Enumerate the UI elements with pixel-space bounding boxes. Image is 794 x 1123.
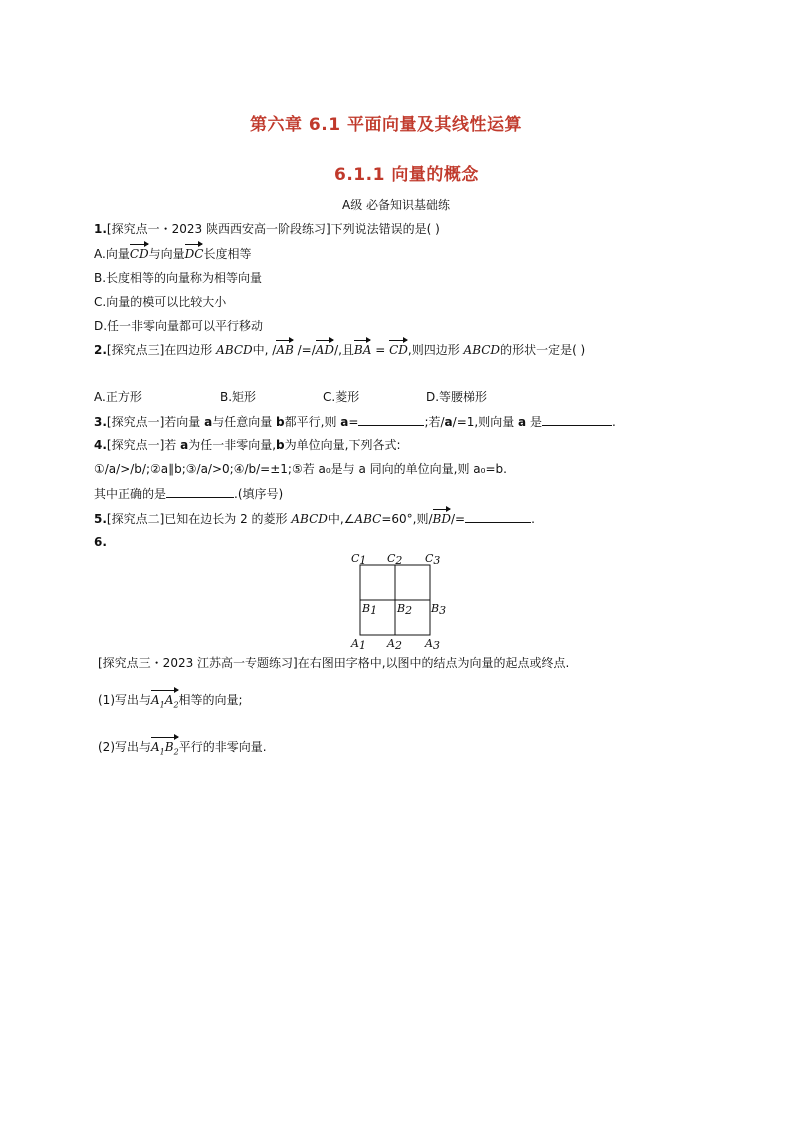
question-text: 中, / [252, 343, 277, 357]
section-title: 6.1.1 向量的概念 [334, 165, 479, 185]
question-2-option-a: A.正方形 [94, 390, 142, 404]
question-text: (1)写出与 [98, 693, 151, 707]
label-a1: A1 [351, 637, 366, 652]
question-text: =60°,则/ [381, 512, 433, 526]
question-text: ,则四边形 [407, 343, 464, 357]
question-1-option-c: C.向量的模可以比较大小 [94, 295, 227, 309]
chapter-title: 第六章 6.1 平面向量及其线性运算 [250, 115, 522, 135]
question-text: 中,∠ [327, 512, 355, 526]
vector-symbol: a [518, 415, 527, 429]
question-2-option-c: C.菱形 [323, 390, 360, 404]
question-4-statements: ①/a/>/b/;②a∥b;③/a/>0;④/b/=±1;⑤若 a₀是与 a 同向的单位向量,则 a₀=b. [94, 462, 507, 476]
question-text: 是 [526, 415, 542, 429]
question-1-option-d: D.任一非零向量都可以平行移动 [94, 319, 264, 333]
question-3-stem [94, 413, 616, 430]
vector-ad: AD [315, 343, 335, 357]
question-text: = [348, 415, 359, 429]
option-text: 与向量 [148, 247, 185, 261]
vector-cd: CD [389, 343, 408, 357]
vector-a1a2: $A_1A_2$ [151, 692, 179, 713]
vector-symbol: a [340, 415, 349, 429]
label-a2: A2 [387, 637, 402, 652]
question-text: 为任一非零向量, [188, 438, 277, 452]
label-b2: B2 [397, 602, 413, 617]
tian-grid-figure [340, 548, 460, 652]
question-text: ;若/ [424, 415, 445, 429]
question-text: 为单位向量,下列各式: [284, 438, 401, 452]
vector-symbol: b [276, 415, 285, 429]
level-label: A级 必备知识基础练 [342, 198, 451, 212]
question-4-answer-line [94, 485, 283, 502]
question-text: [探究点一]若 [106, 438, 181, 452]
quadrilateral-name: ABCD [463, 343, 501, 357]
question-text: 平行的非零向量. [178, 740, 267, 754]
answer-blank[interactable] [358, 413, 424, 426]
question-number: 2. [94, 343, 107, 357]
question-number: 1. [94, 222, 107, 236]
question-number: 3. [94, 415, 107, 429]
answer-blank[interactable] [542, 413, 612, 426]
question-text: [探究点二]已知在边长为 2 的菱形 [106, 512, 292, 526]
question-6-stem: [探究点三・2023 江苏高一专题练习]在右图田字格中,以图中的结点为向量的起点或终点. [98, 656, 570, 670]
question-text: 的形状一定是( ) [500, 343, 586, 357]
question-number: 5. [94, 512, 107, 526]
question-2-stem [94, 342, 585, 358]
question-text: /,且 [334, 343, 354, 357]
option-text: 长度相等 [203, 247, 252, 261]
label-b3: B3 [431, 602, 447, 617]
question-5-stem [94, 510, 535, 527]
question-text: [探究点三]在四边形 [106, 343, 217, 357]
vector-ab: AB [276, 343, 294, 357]
question-6-part-1 [98, 692, 243, 713]
question-text: (2)写出与 [98, 740, 151, 754]
vector-bd: BD [432, 512, 451, 526]
quadrilateral-name: ABCD [216, 343, 253, 357]
question-2-option-d: D.等腰梯形 [426, 390, 488, 404]
question-text: . [531, 512, 535, 526]
question-text: /=/ [293, 343, 316, 357]
question-number: 4. [94, 438, 107, 452]
question-text: . [611, 415, 616, 429]
vector-ba: BA [353, 343, 372, 357]
question-text: .(填序号) [234, 487, 284, 501]
option-text: A.向量 [94, 247, 130, 261]
question-text: /= [451, 512, 466, 526]
question-text: /=1,则向量 [452, 415, 519, 429]
question-1-option-b: B.长度相等的向量称为相等向量 [94, 271, 263, 285]
question-6-number: 6. [94, 535, 107, 549]
question-text: [探究点一]若向量 [106, 415, 205, 429]
question-text: 与任意向量 [212, 415, 277, 429]
label-a3: A3 [425, 637, 440, 652]
vector-symbol: a [444, 415, 453, 429]
label-c2: C2 [387, 552, 403, 567]
question-2-option-b: B.矩形 [220, 390, 257, 404]
vector-symbol: a [204, 415, 213, 429]
label-c3: C3 [425, 552, 441, 567]
vector-a1b2: $A_1B_2$ [151, 739, 179, 760]
question-text: [探究点一・2023 陕西西安高一阶段练习]下列说法错误的是( ) [106, 222, 440, 236]
question-text: = [371, 343, 390, 357]
angle-name: ABC [354, 512, 382, 526]
answer-blank[interactable] [465, 510, 531, 523]
question-1-option-a [94, 246, 251, 262]
label-c1: C1 [351, 552, 367, 567]
vector-dc: DC [184, 247, 204, 261]
answer-blank[interactable] [166, 485, 234, 498]
question-4-stem [94, 437, 401, 453]
question-text: 都平行,则 [284, 415, 341, 429]
label-b1: B1 [362, 602, 378, 617]
question-text: 其中正确的是 [94, 487, 167, 501]
question-6-part-2 [98, 739, 267, 760]
vector-symbol: a [180, 438, 189, 452]
question-1-stem [94, 221, 440, 237]
vector-symbol: b [276, 438, 285, 452]
vector-cd: CD [129, 247, 149, 261]
question-text: 相等的向量; [178, 693, 243, 707]
rhombus-name: ABCD [291, 512, 328, 526]
